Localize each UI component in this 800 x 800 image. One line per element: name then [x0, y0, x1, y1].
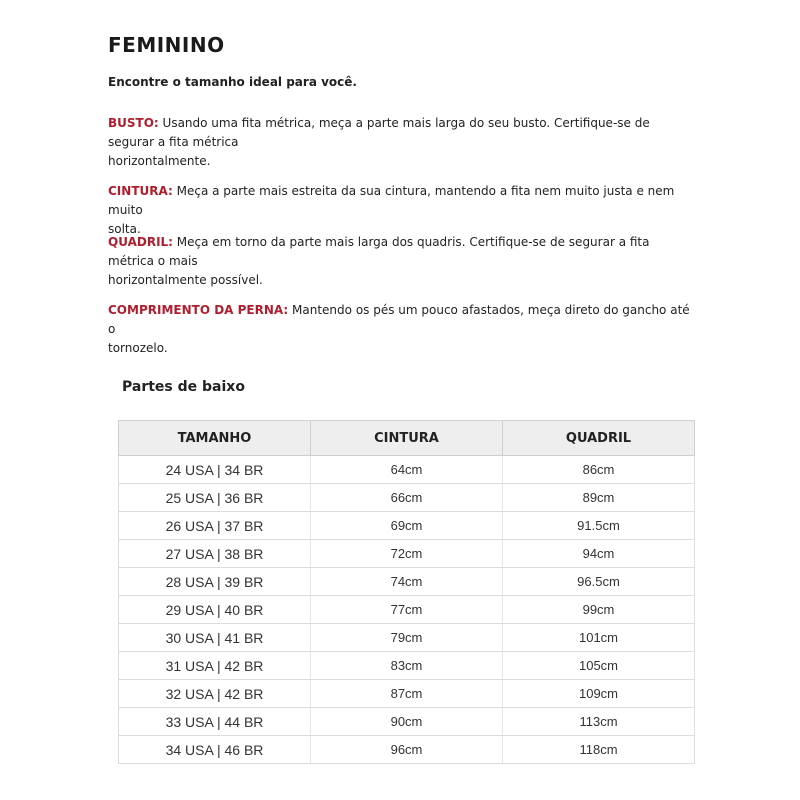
cell-waist: 72cm: [311, 540, 503, 568]
column-header-quadril: QUADRIL: [503, 421, 695, 456]
table-body: [119, 456, 695, 764]
instruction-label: QUADRIL:: [108, 235, 173, 249]
cell-hip: 89cm: [503, 484, 695, 512]
cell-hip: 94cm: [503, 540, 695, 568]
section-title: Partes de baixo: [122, 379, 245, 395]
table-row: [119, 512, 695, 540]
cell-hip: 91.5cm: [503, 512, 695, 540]
cell-hip: 109cm: [503, 680, 695, 708]
instruction-label: BUSTO:: [108, 116, 159, 130]
cell-hip: 99cm: [503, 596, 695, 624]
instruction-text: Meça a parte mais estreita da sua cintura, mantendo a fita nem muito justa e nem muito: [108, 184, 675, 217]
page-subtitle: Encontre o tamanho ideal para você.: [108, 75, 357, 89]
cell-size: 29 USA | 40 BR: [119, 596, 311, 624]
instruction-label: COMPRIMENTO DA PERNA:: [108, 303, 289, 317]
table-row: [119, 456, 695, 484]
cell-waist: 69cm: [311, 512, 503, 540]
column-header-tamanho: TAMANHO: [119, 421, 311, 456]
instruction-text: horizontalmente.: [108, 154, 211, 168]
instruction-text: Mantendo os pés um pouco afastados, meça direto do gancho até o: [108, 303, 690, 336]
cell-hip: 101cm: [503, 624, 695, 652]
instruction-text: tornozelo.: [108, 341, 168, 355]
cell-size: 28 USA | 39 BR: [119, 568, 311, 596]
cell-waist: 90cm: [311, 708, 503, 736]
cell-waist: 83cm: [311, 652, 503, 680]
table-row: [119, 736, 695, 764]
instruction-text: Usando uma fita métrica, meça a parte mais larga do seu busto. Certifique-se de segurar a fita métrica: [108, 116, 650, 149]
table-row: [119, 484, 695, 512]
cell-size: 25 USA | 36 BR: [119, 484, 311, 512]
instruction-busto: [108, 114, 698, 171]
table-header-row: [119, 421, 695, 456]
cell-waist: 74cm: [311, 568, 503, 596]
page-title: FEMININO: [108, 33, 225, 57]
cell-size: 26 USA | 37 BR: [119, 512, 311, 540]
cell-size: 32 USA | 42 BR: [119, 680, 311, 708]
cell-hip: 118cm: [503, 736, 695, 764]
table-row: [119, 652, 695, 680]
cell-size: 30 USA | 41 BR: [119, 624, 311, 652]
cell-size: 24 USA | 34 BR: [119, 456, 311, 484]
table-row: [119, 596, 695, 624]
size-table: [118, 420, 695, 764]
instruction-text: solta.: [108, 222, 141, 236]
cell-size: 34 USA | 46 BR: [119, 736, 311, 764]
cell-waist: 96cm: [311, 736, 503, 764]
cell-size: 31 USA | 42 BR: [119, 652, 311, 680]
instruction-cintura: [108, 182, 698, 239]
cell-waist: 87cm: [311, 680, 503, 708]
column-header-cintura: CINTURA: [311, 421, 503, 456]
table-row: [119, 708, 695, 736]
table-row: [119, 568, 695, 596]
cell-waist: 66cm: [311, 484, 503, 512]
table-row: [119, 680, 695, 708]
instruction-text: Meça em torno da parte mais larga dos quadris. Certifique-se de segurar a fita métrica o mais: [108, 235, 650, 268]
instruction-label: CINTURA:: [108, 184, 173, 198]
cell-hip: 105cm: [503, 652, 695, 680]
cell-size: 33 USA | 44 BR: [119, 708, 311, 736]
instruction-text: horizontalmente possível.: [108, 273, 263, 287]
cell-hip: 113cm: [503, 708, 695, 736]
instruction-quadril: [108, 233, 698, 290]
cell-waist: 79cm: [311, 624, 503, 652]
cell-waist: 64cm: [311, 456, 503, 484]
cell-hip: 96.5cm: [503, 568, 695, 596]
table-row: [119, 540, 695, 568]
instruction-comprimento-perna: [108, 301, 698, 358]
cell-waist: 77cm: [311, 596, 503, 624]
cell-size: 27 USA | 38 BR: [119, 540, 311, 568]
table-row: [119, 624, 695, 652]
cell-hip: 86cm: [503, 456, 695, 484]
